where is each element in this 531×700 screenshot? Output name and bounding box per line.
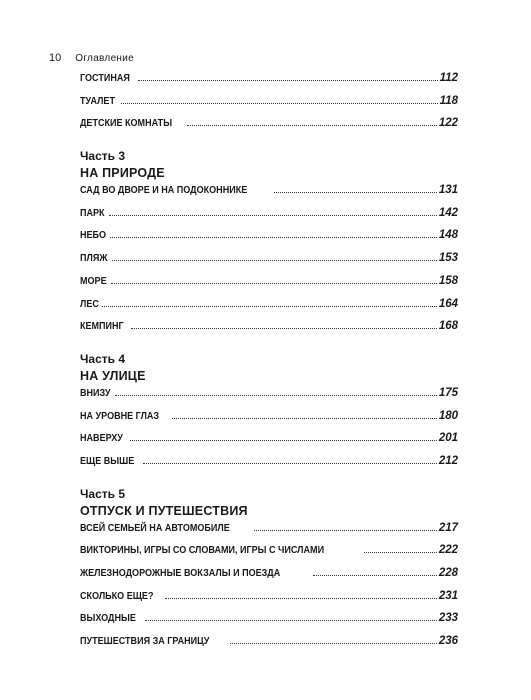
toc-entry-title: ПУТЕШЕСТВИЯ ЗА ГРАНИЦУ bbox=[80, 635, 210, 648]
toc-entry[interactable] bbox=[80, 320, 458, 343]
toc-entry[interactable] bbox=[80, 635, 458, 658]
part-label: Часть 3 bbox=[80, 149, 126, 164]
dot-leader bbox=[115, 395, 436, 396]
toc-entry-title: САД ВО ДВОРЕ И НА ПОДОКОННИКЕ bbox=[80, 184, 248, 197]
part-title: ОТПУСК И ПУТЕШЕСТВИЯ bbox=[80, 503, 248, 518]
toc-entry-title: ПЛЯЖ bbox=[80, 252, 108, 265]
toc-entry-page: 212 bbox=[438, 454, 458, 467]
toc-entry[interactable] bbox=[80, 455, 458, 478]
toc-entry-title: ГОСТИНАЯ bbox=[80, 72, 130, 84]
toc-entry-title: СКОЛЬКО ЕЩЕ? bbox=[80, 589, 154, 602]
toc-entry[interactable] bbox=[80, 612, 458, 635]
toc-entry-page: 164 bbox=[438, 297, 458, 310]
dot-leader bbox=[165, 598, 436, 599]
toc-entry[interactable] bbox=[80, 298, 458, 321]
toc-entry-title: ДЕТСКИЕ КОМНАТЫ bbox=[80, 117, 173, 130]
dot-leader bbox=[110, 237, 437, 238]
toc-entry[interactable] bbox=[80, 207, 458, 230]
toc-entry-page: 122 bbox=[438, 117, 458, 130]
toc-entry-title: ВЫХОДНЫЕ bbox=[80, 612, 136, 625]
dot-leader bbox=[172, 418, 437, 419]
toc-entry-page: 131 bbox=[438, 184, 458, 197]
toc-entry[interactable] bbox=[80, 72, 458, 95]
toc-entry[interactable] bbox=[80, 387, 458, 410]
toc-entry[interactable] bbox=[80, 184, 458, 207]
page-header bbox=[49, 52, 134, 64]
dot-leader bbox=[130, 440, 437, 441]
toc-entry-title: ЛЕС bbox=[80, 297, 99, 310]
part-title: НА ПРИРОДЕ bbox=[80, 166, 165, 181]
toc-entry-page: 168 bbox=[438, 320, 458, 333]
dot-leader bbox=[313, 575, 437, 576]
part-label: Часть 5 bbox=[80, 486, 126, 501]
toc-entry[interactable] bbox=[80, 410, 458, 433]
dot-leader bbox=[121, 103, 438, 104]
toc-entry-page: 228 bbox=[438, 567, 458, 579]
dot-leader bbox=[109, 215, 437, 216]
toc-entry-title: НЕБО bbox=[80, 229, 107, 242]
toc-entry-page: 175 bbox=[438, 386, 458, 399]
toc-entry-title: ТУАЛЕТ bbox=[80, 94, 115, 107]
toc-entry-title: МОРЕ bbox=[80, 274, 107, 287]
part-label: Часть 4 bbox=[80, 351, 126, 366]
toc-entry-page: 201 bbox=[438, 432, 458, 445]
toc-entry-page: 142 bbox=[438, 206, 458, 219]
toc-entry[interactable] bbox=[80, 544, 458, 567]
toc-entry-title: НАВЕРХУ bbox=[80, 432, 123, 445]
toc-entry-title: ВИКТОРИНЫ, ИГРЫ СО СЛОВАМИ, ИГРЫ С ЧИСЛАМИ bbox=[80, 544, 325, 557]
toc-entry-page: 158 bbox=[438, 274, 458, 287]
dot-leader bbox=[230, 643, 436, 644]
dot-leader bbox=[102, 306, 437, 307]
toc-entry-title: КЕМПИНГ bbox=[80, 320, 124, 333]
toc-entry-page: 231 bbox=[438, 589, 458, 602]
toc-entry-title: НА УРОВНЕ ГЛАЗ bbox=[80, 409, 160, 422]
running-title: Оглавление bbox=[75, 53, 135, 64]
toc-entry-title: ВНИЗУ bbox=[80, 386, 111, 399]
toc-entry[interactable] bbox=[80, 590, 458, 613]
toc-entry-title: ЖЕЛЕЗНОДОРОЖНЫЕ ВОКЗАЛЫ И ПОЕЗДА bbox=[80, 567, 281, 579]
toc-entry-page: 148 bbox=[438, 229, 458, 242]
toc-entry[interactable] bbox=[80, 522, 458, 545]
toc-entry[interactable] bbox=[80, 432, 458, 455]
toc-entry[interactable] bbox=[80, 95, 458, 118]
dot-leader bbox=[274, 192, 436, 193]
toc-entry[interactable] bbox=[80, 229, 458, 252]
toc-entry-page: 217 bbox=[438, 521, 458, 534]
toc-entry-page: 118 bbox=[439, 94, 458, 107]
table-of-contents bbox=[80, 72, 458, 658]
dot-leader bbox=[187, 125, 437, 126]
dot-leader bbox=[131, 328, 437, 329]
toc-entry-title: ВСЕЙ СЕМЬЕЙ НА АВТОМОБИЛЕ bbox=[80, 521, 230, 534]
toc-entry[interactable] bbox=[80, 117, 458, 140]
dot-leader bbox=[112, 260, 437, 261]
toc-entry-page: 112 bbox=[439, 72, 458, 84]
dot-leader bbox=[145, 620, 437, 621]
toc-entry-title: ЕЩЕ ВЫШЕ bbox=[80, 454, 135, 467]
toc-entry-page: 236 bbox=[438, 635, 458, 648]
dot-leader bbox=[143, 463, 437, 464]
toc-entry[interactable] bbox=[80, 275, 458, 298]
dot-leader bbox=[111, 283, 437, 284]
toc-entry-title: ПАРК bbox=[80, 206, 105, 219]
toc-entry[interactable] bbox=[80, 252, 458, 275]
toc-entry-page: 222 bbox=[438, 544, 458, 557]
toc-entry[interactable] bbox=[80, 567, 458, 590]
dot-leader bbox=[254, 530, 437, 531]
dot-leader bbox=[138, 80, 438, 81]
toc-entry-page: 233 bbox=[438, 612, 458, 625]
part-title: НА УЛИЦЕ bbox=[80, 368, 146, 383]
toc-entry-page: 153 bbox=[438, 252, 458, 265]
toc-entry-page: 180 bbox=[438, 409, 458, 422]
page-number: 10 bbox=[49, 52, 62, 64]
dot-leader bbox=[364, 552, 437, 553]
